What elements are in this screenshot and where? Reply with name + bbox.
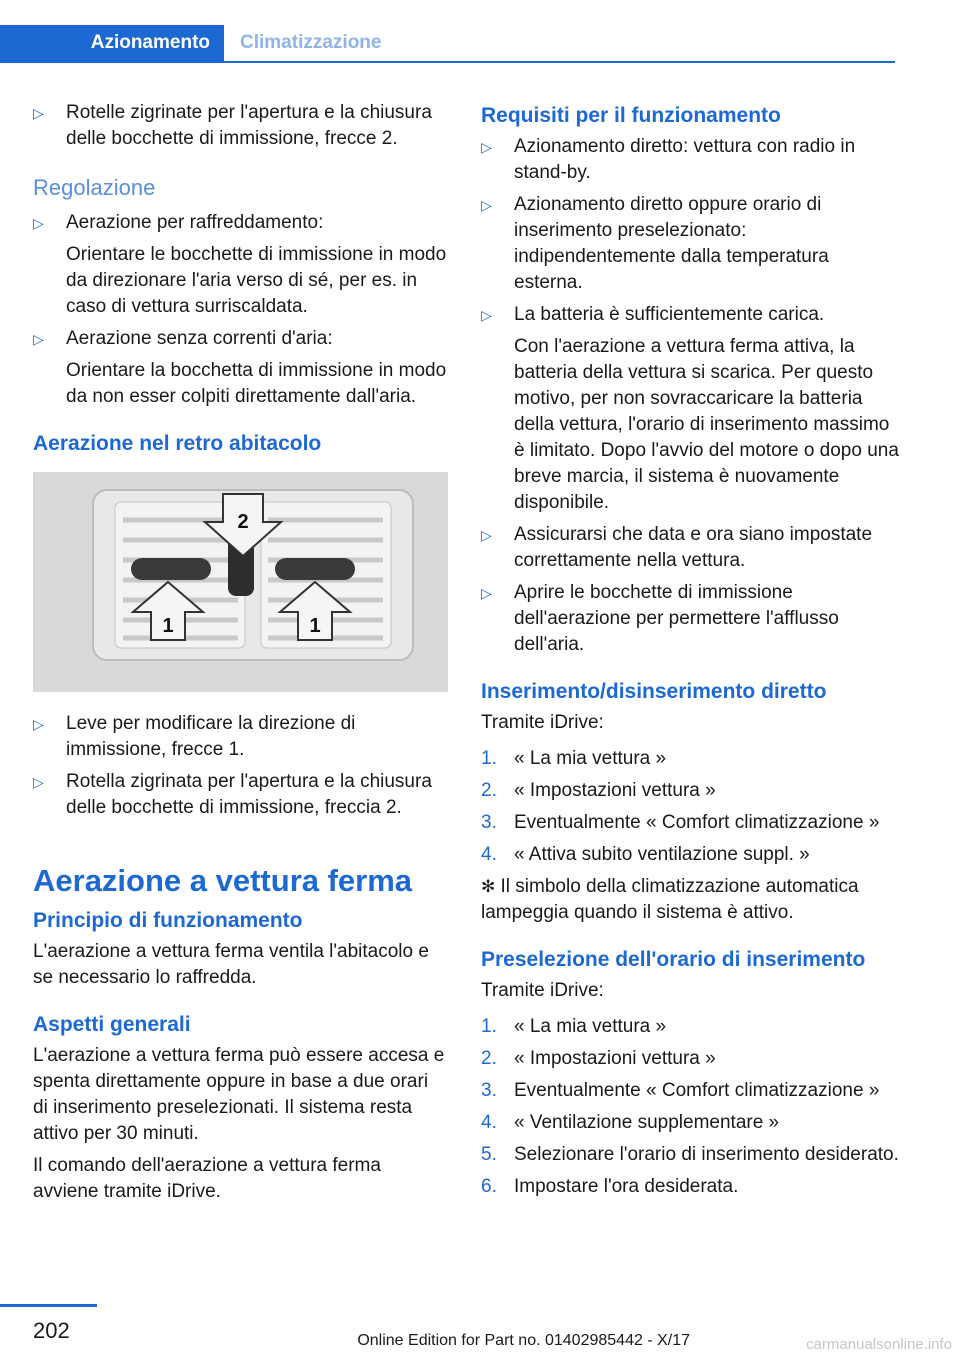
bullet-item: ▷ Aerazione senza correnti d'aria: <box>33 326 448 352</box>
heading-requisiti: Requisiti per il funzionamento <box>481 104 781 127</box>
bullet-item: ▷ La batteria è sufficientemente carica. <box>481 302 901 328</box>
heading-diretto: Inserimento/disinserimento diretto <box>481 680 827 703</box>
chapter-title: Aerazione a vettura ferma <box>33 863 413 898</box>
list-item: 6. Impostare l'ora desiderata. <box>481 1176 739 1197</box>
page-header <box>0 25 895 63</box>
triangle-bullet-icon: ▷ <box>33 105 44 121</box>
bullet-item: ▷ Aerazione per raffreddamento: <box>33 210 448 236</box>
triangle-bullet-icon: ▷ <box>33 215 44 231</box>
heading-retro-abitacolo: Aerazione nel retro abitacolo <box>33 432 322 455</box>
triangle-bullet-icon: ▷ <box>33 716 44 732</box>
list-item: 3. Eventualmente « Comfort climatizzazione » <box>481 1080 880 1101</box>
watermark: carmanualsonline.info <box>806 1336 952 1353</box>
bullet-item: ▷ Rotelle zigrinate per l'apertura e la chiusura delle bocchette di immissione, frecce 2. <box>33 102 432 149</box>
edition-note: Online Edition for Part no. 01402985442 - X/17 <box>357 1332 690 1349</box>
list-item: 2. « Impostazioni vettura » <box>481 780 716 801</box>
tab-azionamento[interactable]: Azionamento <box>0 25 224 61</box>
paragraph: Il comando dell'aerazione a vettura ferma avviene tramite iDrive. <box>33 1155 381 1202</box>
list-item: 4. « Ventilazione supplementare » <box>481 1112 780 1133</box>
triangle-bullet-icon: ▷ <box>33 774 44 790</box>
list-item: 2. « Impostazioni vettura » <box>481 1048 716 1069</box>
triangle-bullet-icon: ▷ <box>33 331 44 347</box>
rear-vent-figure <box>33 472 448 692</box>
bullet-item: ▷ Leve per modificare la direzione di immissione, frecce 1. <box>33 713 356 760</box>
bullet-item: ▷ Assicurarsi che data e ora siano impostate correttamente nella vettura. <box>481 524 873 571</box>
figure-label-1: 1 <box>309 615 321 637</box>
heading-preselezione: Preselezione dell'orario di inserimento <box>481 948 866 971</box>
figure-label-2: 2 <box>237 511 249 533</box>
paragraph: Tramite iDrive: <box>481 980 604 1001</box>
footer-rule <box>0 1304 97 1307</box>
paragraph: L'aerazione a vettura ferma ventila l'abitacolo e se necessario lo raffredda. <box>33 941 429 988</box>
paragraph: Tramite iDrive: <box>481 712 604 733</box>
right-column <box>481 100 901 1206</box>
bullet-item: ▷ Azionamento diretto: vettura con radio in stand-by. <box>481 136 856 183</box>
bullet-subtext: Orientare la bocchetta di immissione in modo da non esser colpiti direttamente dall'aria. <box>66 360 447 407</box>
bullet-subtext: Orientare le bocchette di immissione in modo da direzionare l'aria verso di sé, per es. in caso di vettura surriscaldata. <box>66 244 447 317</box>
list-item: 3. Eventualmente « Comfort climatizzazione » <box>481 812 880 833</box>
note-paragraph: ✻ Il simbolo della climatizzazione automatica lampeggia quando il sistema è attivo. <box>481 876 859 923</box>
fan-icon: ✻ <box>481 877 496 896</box>
list-item: 4. « Attiva subito ventilazione suppl. » <box>481 844 810 865</box>
heading-regolazione: Regolazione <box>33 175 156 200</box>
list-item: 1. « La mia vettura » <box>481 1016 667 1037</box>
list-item: 1. « La mia vettura » <box>481 748 667 769</box>
paragraph: L'aerazione a vettura ferma può essere accesa e spenta direttamente oppure in base a due orari di inserimento preselezionati. Il sistema resta attivo per 30 minuti. <box>33 1045 445 1144</box>
heading-aspetti: Aspetti generali <box>33 1013 191 1036</box>
heading-principio: Principio di funzionamento <box>33 909 303 932</box>
triangle-bullet-icon: ▷ <box>481 197 492 213</box>
page-number: 202 <box>33 1318 70 1343</box>
left-column <box>33 100 448 1205</box>
triangle-bullet-icon: ▷ <box>481 585 492 601</box>
bullet-item: ▷ Rotella zigrinata per l'apertura e la chiusura delle bocchette di immissione, freccia 2. <box>33 771 432 818</box>
tab-climatizzazione[interactable]: Climatizzazione <box>240 32 382 53</box>
bullet-item: ▷ Azionamento diretto oppure orario di inserimento preselezionato: indipendentemente dalla temperatura esterna. <box>481 194 829 293</box>
bullet-item: ▷ Aprire le bocchette di immissione dell'aerazione per permettere l'afflusso dell'aria. <box>481 582 839 655</box>
list-item: 5. Selezionare l'orario di inserimento desiderato. <box>481 1144 899 1165</box>
triangle-bullet-icon: ▷ <box>481 139 492 155</box>
bullet-subtext: Con l'aerazione a vettura ferma attiva, la batteria della vettura si scarica. Per questo motivo, per non sovraccaricare la batteria della vettura, l'orario di inserimento massimo è limitato. Dopo l'avvio del motore o dopo una breve marcia, il sistema è nuovamente disponibile. <box>514 336 899 513</box>
triangle-bullet-icon: ▷ <box>481 527 492 543</box>
figure-label-1: 1 <box>162 615 174 637</box>
triangle-bullet-icon: ▷ <box>481 307 492 323</box>
